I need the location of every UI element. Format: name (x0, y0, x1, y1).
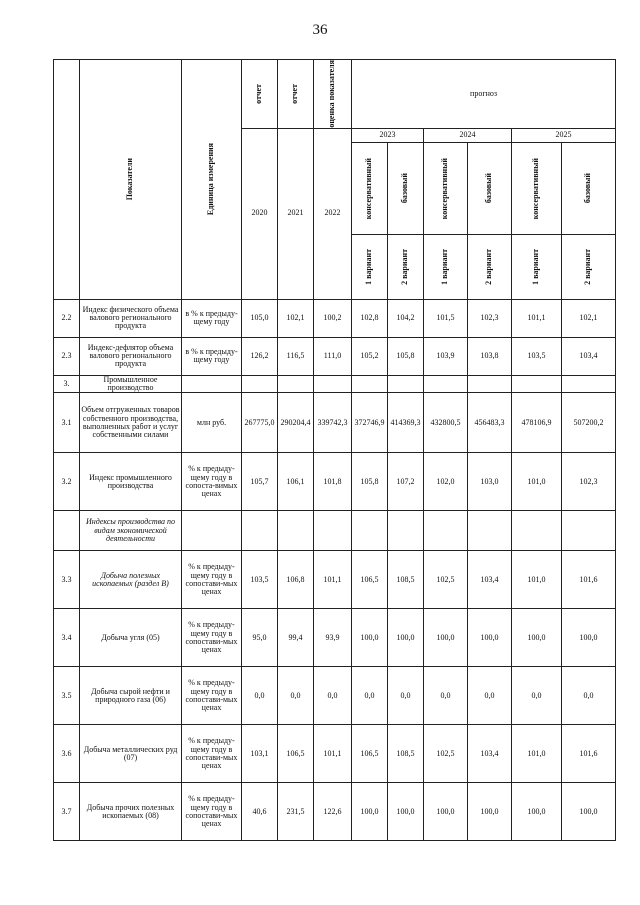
table-row (54, 299, 616, 337)
value-2023-v1: 105,8 (352, 453, 388, 511)
page-number: 36 (312, 22, 328, 38)
row-name: Индекс промышленного производства (80, 453, 182, 511)
value-2021: 106,1 (278, 453, 314, 511)
row-name: Объем отгруженных товаров собственного производства, выполненных работ и услуг собственными силами (80, 393, 182, 453)
row-name: Индексы производства по видам экономической деятельности (80, 511, 182, 551)
row-unit: % к предыду-щему году в сопостави-мых ценах (182, 783, 242, 841)
value-2025-v2: 102,3 (562, 453, 616, 511)
value-2025-v1: 100,0 (512, 609, 562, 667)
value-2024-v1: 103,9 (424, 337, 468, 375)
value-2020: 95,0 (242, 609, 278, 667)
value-2025-v1: 103,5 (512, 337, 562, 375)
table-row (54, 375, 616, 393)
value-2023-v1: 105,2 (352, 337, 388, 375)
value-2023-v2: 104,2 (388, 299, 424, 337)
row-name: Добыча сырой нефти и природного газа (06) (80, 667, 182, 725)
header-indicators: Показатели (80, 60, 182, 300)
header-estimate-2022: оценка показателя (314, 60, 352, 129)
header-variant2-2023: 2 вариант (388, 234, 424, 299)
value-2023-v1: 0,0 (352, 667, 388, 725)
table-row (54, 453, 616, 511)
header-year-2023: 2023 (352, 128, 424, 142)
value-2024-v2: 100,0 (468, 783, 512, 841)
value-2022: 0,0 (314, 667, 352, 725)
row-name: Индекс физического объема валового регионального продукта (80, 299, 182, 337)
value-2021: 99,4 (278, 609, 314, 667)
value-2023-v2: 0,0 (388, 667, 424, 725)
header-scenario-base-2023: базовый (388, 142, 424, 234)
header-scenario-conservative-2023: консервативный (352, 142, 388, 234)
value-2024-v1: 102,5 (424, 551, 468, 609)
value-2023-v2: 100,0 (388, 609, 424, 667)
row-number: 3.3 (54, 551, 80, 609)
header-report-2020: отчет (242, 60, 278, 129)
value-2023-v2: 108,5 (388, 725, 424, 783)
value-2025-v2: 102,1 (562, 299, 616, 337)
value-2020: 40,6 (242, 783, 278, 841)
value-2023-v1: 106,5 (352, 725, 388, 783)
value-2022: 111,0 (314, 337, 352, 375)
table-row (54, 393, 616, 453)
header-year-2024: 2024 (424, 128, 512, 142)
value-2024-v1: 100,0 (424, 609, 468, 667)
value-2024-v2: 103,0 (468, 453, 512, 511)
value-2020: 267775,0 (242, 393, 278, 453)
value-2021: 102,1 (278, 299, 314, 337)
value-2025-v2: 101,6 (562, 725, 616, 783)
value-2023-v2: 105,8 (388, 337, 424, 375)
header-scenario-base-2024: базовый (468, 142, 512, 234)
row-name: Индекс-дефлятор объема валового регионального продукта (80, 337, 182, 375)
row-name: Добыча прочих полезных ископаемых (08) (80, 783, 182, 841)
value-2020: 105,0 (242, 299, 278, 337)
value-2025-v1: 100,0 (512, 783, 562, 841)
value-2024-v2: 103,8 (468, 337, 512, 375)
value-2020: 126,2 (242, 337, 278, 375)
row-unit (182, 511, 242, 551)
header-forecast: прогноз (352, 60, 616, 129)
value-2022: 101,1 (314, 725, 352, 783)
value-2022: 339742,3 (314, 393, 352, 453)
value-2025-v1: 101,1 (512, 299, 562, 337)
row-number: 3.1 (54, 393, 80, 453)
row-number: 3.6 (54, 725, 80, 783)
value-2021: 116,5 (278, 337, 314, 375)
row-unit: % к предыду-щему году в сопоста-вимых ценах (182, 453, 242, 511)
value-2024-v2: 0,0 (468, 667, 512, 725)
value-2022: 93,9 (314, 609, 352, 667)
value-2024-v1: 0,0 (424, 667, 468, 725)
header-report-2021: отчет (278, 60, 314, 129)
row-number: 3.7 (54, 783, 80, 841)
header-year-2022: 2022 (314, 128, 352, 299)
header-variant1-2024: 1 вариант (424, 234, 468, 299)
row-number (54, 511, 80, 551)
table-row (54, 783, 616, 841)
value-2024-v2: 102,3 (468, 299, 512, 337)
header-num-cell (54, 60, 80, 300)
row-unit (182, 375, 242, 393)
value-2023-v1: 100,0 (352, 783, 388, 841)
value-2025-v2: 100,0 (562, 783, 616, 841)
value-2024-v2: 103,4 (468, 725, 512, 783)
row-number: 2.2 (54, 299, 80, 337)
header-scenario-conservative-2024: консервативный (424, 142, 468, 234)
value-2024-v1: 101,5 (424, 299, 468, 337)
value-2020: 0,0 (242, 667, 278, 725)
row-unit: в % к предыду-щему году (182, 337, 242, 375)
row-name: Добыча полезных ископаемых (раздел B) (80, 551, 182, 609)
row-unit: % к предыду-щему году в сопостави-мых ценах (182, 667, 242, 725)
value-2025-v1: 0,0 (512, 667, 562, 725)
header-unit: Единица измерения (182, 60, 242, 300)
value-2023-v2: 100,0 (388, 783, 424, 841)
table-row (54, 511, 616, 551)
value-2024-v1: 432800,5 (424, 393, 468, 453)
row-name: Промышленное производство (80, 375, 182, 393)
header-variant2-2025: 2 вариант (562, 234, 616, 299)
forecast-table (53, 59, 616, 841)
value-2024-v1: 100,0 (424, 783, 468, 841)
header-variant1-2025: 1 вариант (512, 234, 562, 299)
value-2021: 106,8 (278, 551, 314, 609)
value-2025-v2: 100,0 (562, 609, 616, 667)
header-scenario-base-2025: базовый (562, 142, 616, 234)
row-unit: % к предыду-щему году в сопостави-мых ценах (182, 551, 242, 609)
value-2022: 101,1 (314, 551, 352, 609)
value-2025-v1: 101,0 (512, 453, 562, 511)
header-variant1-2023: 1 вариант (352, 234, 388, 299)
row-number: 3.5 (54, 667, 80, 725)
value-2020: 103,1 (242, 725, 278, 783)
value-2021: 106,5 (278, 725, 314, 783)
value-2024-v2: 456483,3 (468, 393, 512, 453)
row-name: Добыча угля (05) (80, 609, 182, 667)
row-unit: % к предыду-щему году в сопостави-мых ценах (182, 609, 242, 667)
row-unit: млн руб. (182, 393, 242, 453)
value-2022: 122,6 (314, 783, 352, 841)
value-2024-v1: 102,0 (424, 453, 468, 511)
value-2025-v1: 101,0 (512, 725, 562, 783)
value-2025-v1: 478106,9 (512, 393, 562, 453)
row-number: 3.2 (54, 453, 80, 511)
table-row (54, 337, 616, 375)
table-row (54, 551, 616, 609)
value-2023-v2: 107,2 (388, 453, 424, 511)
value-2023-v2: 414369,3 (388, 393, 424, 453)
header-year-2020: 2020 (242, 128, 278, 299)
value-2025-v2: 507200,2 (562, 393, 616, 453)
table-row (54, 667, 616, 725)
value-2025-v2: 103,4 (562, 337, 616, 375)
value-2023-v1: 102,8 (352, 299, 388, 337)
value-2020: 103,5 (242, 551, 278, 609)
value-2021: 231,5 (278, 783, 314, 841)
value-2025-v2: 0,0 (562, 667, 616, 725)
value-2023-v1: 372746,9 (352, 393, 388, 453)
value-2021: 0,0 (278, 667, 314, 725)
table-row (54, 609, 616, 667)
value-2021: 290204,4 (278, 393, 314, 453)
row-number: 2.3 (54, 337, 80, 375)
value-2025-v1: 101,0 (512, 551, 562, 609)
value-2023-v1: 106,5 (352, 551, 388, 609)
row-number: 3.4 (54, 609, 80, 667)
header-variant2-2024: 2 вариант (468, 234, 512, 299)
table-row (54, 725, 616, 783)
row-unit: % к предыду-щему году в сопостави-мых ценах (182, 725, 242, 783)
value-2022: 101,8 (314, 453, 352, 511)
value-2023-v2: 108,5 (388, 551, 424, 609)
value-2024-v1: 102,5 (424, 725, 468, 783)
row-unit: в % к предыду-щему году (182, 299, 242, 337)
row-number: 3. (54, 375, 80, 393)
value-2022: 100,2 (314, 299, 352, 337)
value-2023-v1: 100,0 (352, 609, 388, 667)
header-year-2021: 2021 (278, 128, 314, 299)
value-2024-v2: 103,4 (468, 551, 512, 609)
header-year-2025: 2025 (512, 128, 616, 142)
value-2020: 105,7 (242, 453, 278, 511)
value-2024-v2: 100,0 (468, 609, 512, 667)
header-scenario-conservative-2025: консервативный (512, 142, 562, 234)
row-name: Добыча металлических руд (07) (80, 725, 182, 783)
value-2025-v2: 101,6 (562, 551, 616, 609)
